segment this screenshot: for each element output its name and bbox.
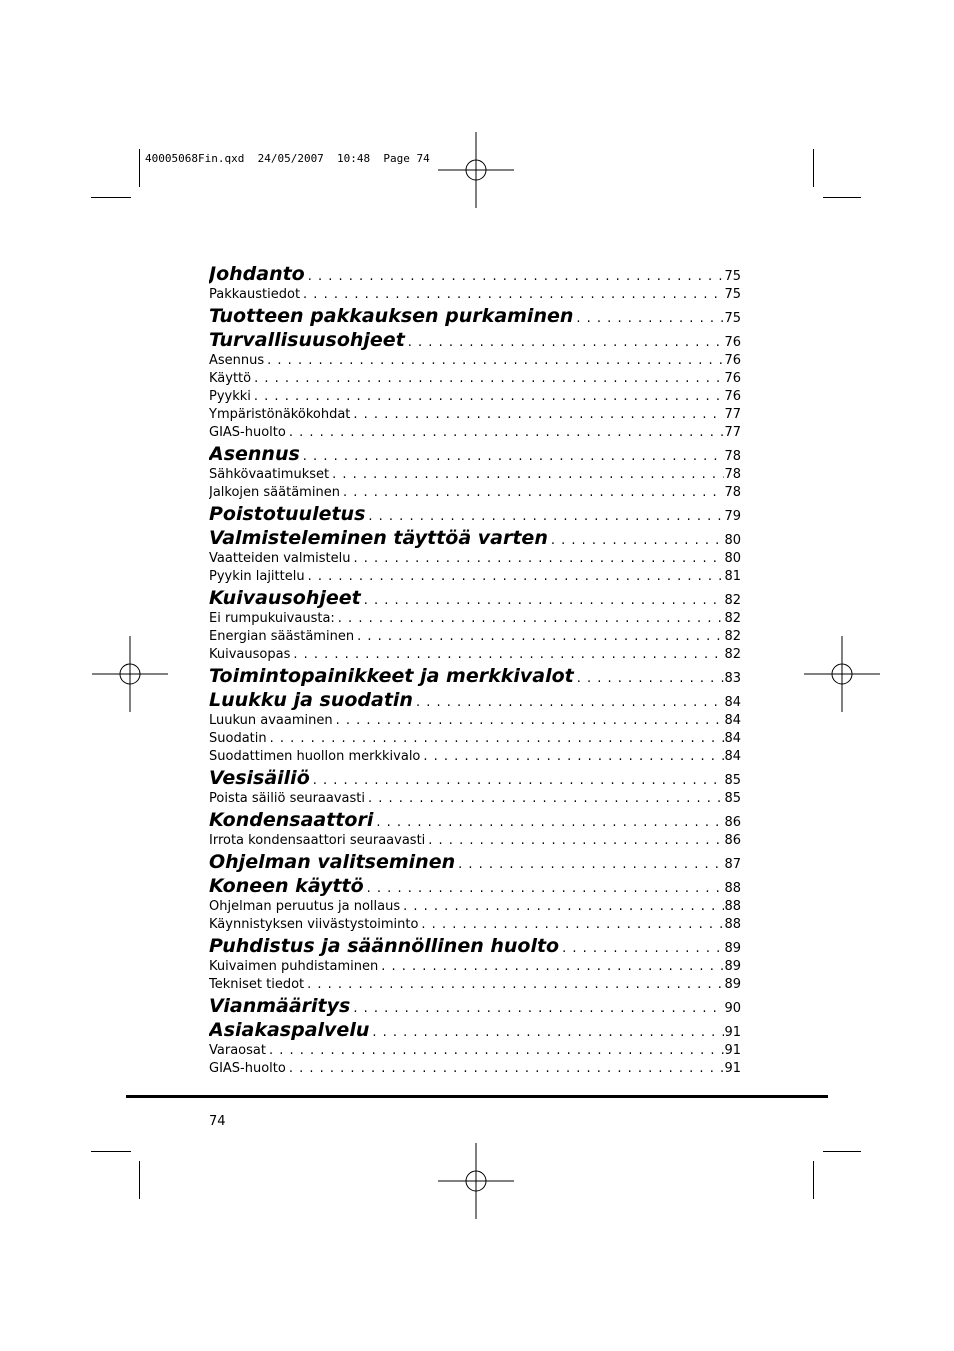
toc-heading: [209, 874, 741, 898]
toc-title: Valmisteleminen täyttöä varten: [209, 527, 548, 549]
toc-page-number: 79: [724, 509, 741, 524]
toc-heading: [209, 262, 741, 286]
toc-page-number: 77: [724, 425, 741, 440]
toc-page-number: 88: [724, 899, 741, 914]
dot-leader: [369, 1021, 724, 1042]
toc-heading: [209, 766, 741, 790]
dot-leader: [351, 550, 725, 568]
dot-leader: [340, 484, 725, 502]
dot-leader: [266, 1042, 725, 1060]
toc-entry: [209, 898, 741, 916]
toc-page-number: 84: [724, 695, 741, 710]
toc-page-number: 78: [724, 467, 741, 482]
toc-title: Kuivaimen puhdistaminen: [209, 959, 379, 974]
toc-heading: [209, 586, 741, 610]
toc-page-number: 82: [724, 647, 741, 662]
dot-leader: [420, 748, 724, 766]
dot-leader: [305, 568, 725, 586]
toc-entry: [209, 484, 741, 502]
crop-mark: [139, 149, 140, 187]
toc-page-number: 76: [724, 389, 741, 404]
toc-heading: [209, 442, 741, 466]
toc-page-number: 84: [724, 731, 741, 746]
dot-leader: [425, 832, 724, 850]
toc-entry: [209, 610, 741, 628]
toc-title: Asennus: [209, 353, 265, 368]
toc-heading: [209, 934, 741, 958]
toc-title: Poista säiliö seuraavasti: [209, 791, 365, 806]
dot-leader: [378, 958, 724, 976]
toc-page-number: 83: [724, 671, 741, 686]
dot-leader: [251, 388, 725, 406]
toc-title: Luukku ja suodatin: [209, 689, 413, 711]
toc-heading: [209, 304, 741, 328]
toc-entry: [209, 406, 741, 424]
toc-title: Puhdistus ja säännöllinen huolto: [209, 935, 560, 957]
toc-title: GIAS-huolto: [209, 1061, 286, 1076]
toc-entry: [209, 568, 741, 586]
toc-title: GIAS-huolto: [209, 425, 286, 440]
toc-page-number: 88: [724, 881, 741, 896]
toc-page-number: 90: [724, 1001, 741, 1016]
toc-page-number: 80: [724, 551, 741, 566]
dot-leader: [364, 877, 725, 898]
toc-heading: [209, 1018, 741, 1042]
toc-title: Asiakaspalvelu: [209, 1019, 370, 1041]
toc-title: Varaosat: [209, 1043, 266, 1058]
toc-title: Ohjelman valitseminen: [209, 851, 456, 873]
dot-leader: [455, 853, 724, 874]
toc-title: Käyttö: [209, 371, 252, 386]
toc-title: Poistotuuletus: [209, 503, 366, 525]
toc-page-number: 75: [724, 311, 741, 326]
dot-leader: [251, 370, 724, 388]
toc-title: Turvallisuusohjeet: [209, 329, 405, 351]
toc-entry: [209, 370, 741, 388]
toc-page-number: 89: [724, 941, 741, 956]
toc-page-number: 91: [724, 1043, 741, 1058]
dot-leader: [290, 646, 724, 664]
toc-entry: [209, 832, 741, 850]
toc-page-number: 76: [724, 371, 741, 386]
dot-leader: [573, 307, 724, 328]
toc-entry: [209, 916, 741, 934]
toc-title: Vianmääritys: [209, 995, 351, 1017]
toc-entry: [209, 712, 741, 730]
toc-heading: [209, 328, 741, 352]
toc-page-number: 78: [724, 485, 741, 500]
registration-mark-icon: [804, 636, 880, 712]
page-number: 74: [209, 1114, 226, 1129]
toc-heading: [209, 688, 741, 712]
toc-page-number: 75: [724, 287, 741, 302]
dot-leader: [286, 424, 725, 442]
dot-leader: [304, 976, 724, 994]
toc-entry: [209, 646, 741, 664]
dot-leader: [373, 811, 724, 832]
dot-leader: [354, 628, 724, 646]
toc-page-number: 84: [724, 713, 741, 728]
dot-leader: [400, 898, 724, 916]
toc-page-number: 89: [724, 959, 741, 974]
table-of-contents: [209, 262, 741, 1078]
toc-entry: [209, 976, 741, 994]
toc-page-number: 86: [724, 815, 741, 830]
crop-mark: [823, 197, 861, 198]
dot-leader: [418, 916, 724, 934]
dot-leader: [413, 691, 725, 712]
toc-page-number: 77: [724, 407, 741, 422]
toc-heading: [209, 664, 741, 688]
dot-leader: [574, 667, 725, 688]
dot-leader: [361, 589, 725, 610]
toc-title: Pakkaustiedot: [209, 287, 301, 302]
toc-entry: [209, 628, 741, 646]
dot-leader: [350, 997, 724, 1018]
toc-title: Energian säästäminen: [209, 629, 355, 644]
toc-title: Ympäristönäkökohdat: [209, 407, 351, 422]
toc-entry: [209, 730, 741, 748]
toc-page-number: 85: [724, 773, 741, 788]
toc-entry: [209, 958, 741, 976]
toc-entry: [209, 466, 741, 484]
toc-entry: [209, 748, 741, 766]
dot-leader: [286, 1060, 725, 1078]
print-slug: 40005068Fin.qxd 24/05/2007 10:48 Page 74: [145, 152, 430, 165]
toc-title: Suodatin: [209, 731, 267, 746]
toc-title: Pyykki: [209, 389, 251, 404]
toc-entry: [209, 550, 741, 568]
toc-title: Jalkojen säätäminen: [209, 485, 340, 500]
toc-page-number: 82: [724, 629, 741, 644]
toc-page-number: 87: [724, 857, 741, 872]
dot-leader: [405, 331, 725, 352]
dot-leader: [559, 937, 724, 958]
toc-title: Kuivausohjeet: [209, 587, 361, 609]
toc-heading: [209, 526, 741, 550]
toc-entry: [209, 352, 741, 370]
toc-entry: [209, 1060, 741, 1078]
toc-title: Ei rumpukuivausta:: [209, 611, 335, 626]
toc-title: Suodattimen huollon merkkivalo: [209, 749, 421, 764]
dot-leader: [267, 730, 725, 748]
registration-mark-icon: [438, 1143, 514, 1219]
crop-mark: [813, 1161, 814, 1199]
toc-title: Asennus: [209, 443, 300, 465]
toc-page-number: 81: [724, 569, 741, 584]
toc-title: Luukun avaaminen: [209, 713, 333, 728]
toc-title: Tuotteen pakkauksen purkaminen: [209, 305, 574, 327]
footer-rule: [126, 1095, 828, 1098]
dot-leader: [305, 265, 725, 286]
toc-heading: [209, 994, 741, 1018]
toc-title: Pyykin lajittelu: [209, 569, 305, 584]
toc-page-number: 80: [724, 533, 741, 548]
toc-page-number: 84: [724, 749, 741, 764]
toc-heading: [209, 808, 741, 832]
toc-page-number: 91: [724, 1025, 741, 1040]
toc-page-number: 82: [724, 593, 741, 608]
toc-title: Sähkövaatimukset: [209, 467, 330, 482]
dot-leader: [365, 505, 724, 526]
toc-page-number: 89: [724, 977, 741, 992]
toc-entry: [209, 286, 741, 304]
dot-leader: [300, 445, 725, 466]
toc-page-number: 78: [724, 449, 741, 464]
toc-entry: [209, 424, 741, 442]
dot-leader: [310, 769, 725, 790]
crop-mark: [813, 149, 814, 187]
registration-mark-icon: [438, 132, 514, 208]
toc-page-number: 75: [724, 269, 741, 284]
toc-page-number: 76: [724, 353, 741, 368]
toc-title: Tekniset tiedot: [209, 977, 305, 992]
toc-title: Käynnistyksen viivästystoiminto: [209, 917, 419, 932]
toc-page-number: 86: [724, 833, 741, 848]
toc-title: Vaatteiden valmistelu: [209, 551, 351, 566]
crop-mark: [139, 1161, 140, 1199]
registration-mark-icon: [92, 636, 168, 712]
toc-heading: [209, 850, 741, 874]
crop-mark: [91, 197, 131, 198]
toc-entry: [209, 1042, 741, 1060]
toc-entry: [209, 388, 741, 406]
dot-leader: [264, 352, 724, 370]
toc-title: Toimintopainikkeet ja merkkivalot: [209, 665, 574, 687]
crop-mark: [91, 1151, 131, 1152]
toc-page-number: 88: [724, 917, 741, 932]
dot-leader: [300, 286, 724, 304]
dot-leader: [365, 790, 724, 808]
toc-entry: [209, 790, 741, 808]
toc-page-number: 91: [724, 1061, 741, 1076]
dot-leader: [350, 406, 724, 424]
dot-leader: [335, 610, 725, 628]
dot-leader: [333, 712, 725, 730]
toc-title: Kuivausopas: [209, 647, 291, 662]
toc-title: Irrota kondensaattori seuraavasti: [209, 833, 426, 848]
toc-title: Kondensaattori: [209, 809, 374, 831]
crop-mark: [823, 1151, 861, 1152]
toc-title: Koneen käyttö: [209, 875, 364, 897]
toc-page-number: 76: [724, 335, 741, 350]
toc-page-number: 85: [724, 791, 741, 806]
toc-heading: [209, 502, 741, 526]
dot-leader: [329, 466, 724, 484]
toc-title: Vesisäiliö: [209, 767, 310, 789]
dot-leader: [548, 529, 725, 550]
toc-title: Johdanto: [209, 263, 305, 285]
toc-title: Ohjelman peruutus ja nollaus: [209, 899, 401, 914]
toc-page-number: 82: [724, 611, 741, 626]
